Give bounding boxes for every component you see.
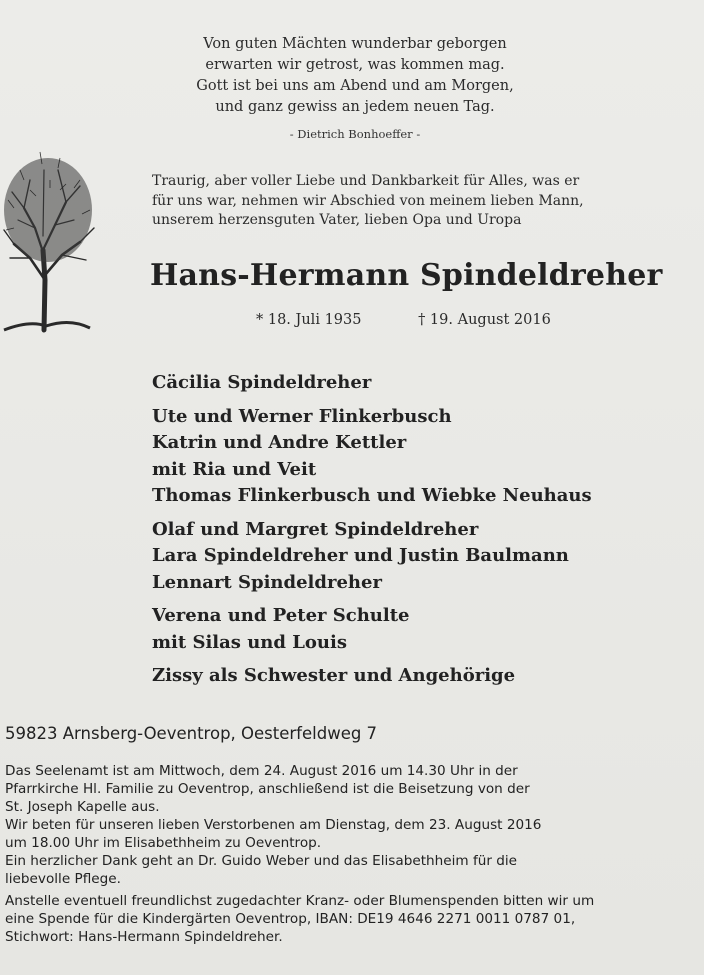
mourner: Lara Spindeldreher und Justin Baulmann (152, 545, 569, 566)
mourners-list (152, 370, 672, 697)
notice-line: liebevolle Pflege. (5, 871, 121, 887)
donation-request (5, 892, 695, 946)
bonhoeffer-quote (150, 34, 560, 145)
mourner: Olaf und Margret Spindeldreher (152, 518, 479, 540)
death-date: † 19. August 2016 (418, 312, 551, 328)
intro-line: für uns war, nehmen wir Abschied von meinem lieben Mann, (152, 192, 584, 209)
life-dates (256, 312, 551, 328)
mourner: mit Ria und Veit (152, 458, 317, 480)
deceased-name: Hans-Hermann Spindeldreher (150, 258, 663, 293)
donation-line: Anstelle eventuell freundlichst zugedachter Kranz- oder Blumenspenden bitten wir um (5, 893, 595, 909)
notice-line: St. Joseph Kapelle aus. (5, 799, 160, 815)
notice-line: Pfarrkirche Hl. Familie zu Oeventrop, anschließend ist die Beisetzung von der (5, 781, 530, 797)
quote-author: - Dietrich Bonhoeffer - (289, 127, 421, 141)
intro-text (152, 172, 652, 231)
mourner: Ute und Werner Flinkerbusch (152, 405, 452, 427)
mourner: Katrin und Andre Kettler (152, 432, 407, 453)
donation-line: eine Spende für die Kindergärten Oeventrop, IBAN: DE19 4646 2271 0011 0787 01, (5, 911, 576, 927)
birth-date: * 18. Juli 1935 (256, 312, 362, 328)
intro-line: unserem herzensguten Vater, lieben Opa und Uropa (152, 212, 522, 228)
mourner-group (152, 404, 672, 510)
intro-line: Traurig, aber voller Liebe und Dankbarkeit für Alles, was er (152, 173, 580, 189)
family-address: 59823 Arnsberg-Oeventrop, Oesterfeldweg 7 (5, 724, 378, 743)
mourner-group (152, 663, 672, 690)
quote-line: und ganz gewiss an jedem neuen Tag. (215, 99, 495, 115)
mourner-group (152, 370, 672, 397)
notice-block (5, 762, 695, 888)
mourner: Thomas Flinkerbusch und Wiebke Neuhaus (152, 485, 592, 506)
notice-line: Wir beten für unseren lieben Verstorbenen am Dienstag, dem 23. August 2016 (5, 817, 542, 833)
mourner: Verena und Peter Schulte (152, 605, 410, 626)
tree-icon (0, 140, 98, 335)
service-notices (5, 762, 695, 946)
quote-line: erwarten wir getrost, was kommen mag. (205, 57, 505, 73)
mourner: Lennart Spindeldreher (152, 571, 382, 593)
mourner: mit Silas und Louis (152, 631, 347, 653)
quote-line: Gott ist bei uns am Abend und am Morgen, (196, 78, 514, 94)
notice-line: um 18.00 Uhr im Elisabethheim zu Oeventrop. (5, 835, 322, 851)
mourner: Cäcilia Spindeldreher (152, 372, 372, 393)
notice-line: Das Seelenamt ist am Mittwoch, dem 24. August 2016 um 14.30 Uhr in der (5, 763, 518, 779)
donation-line: Stichwort: Hans-Hermann Spindeldreher. (5, 929, 283, 945)
mourner: Zissy als Schwester und Angehörige (152, 665, 516, 686)
quote-line: Von guten Mächten wunderbar geborgen (203, 36, 507, 52)
mourner-group (152, 517, 672, 597)
notice-line: Ein herzlicher Dank geht an Dr. Guido Weber und das Elisabethheim für die (5, 853, 518, 869)
mourner-group (152, 603, 672, 656)
